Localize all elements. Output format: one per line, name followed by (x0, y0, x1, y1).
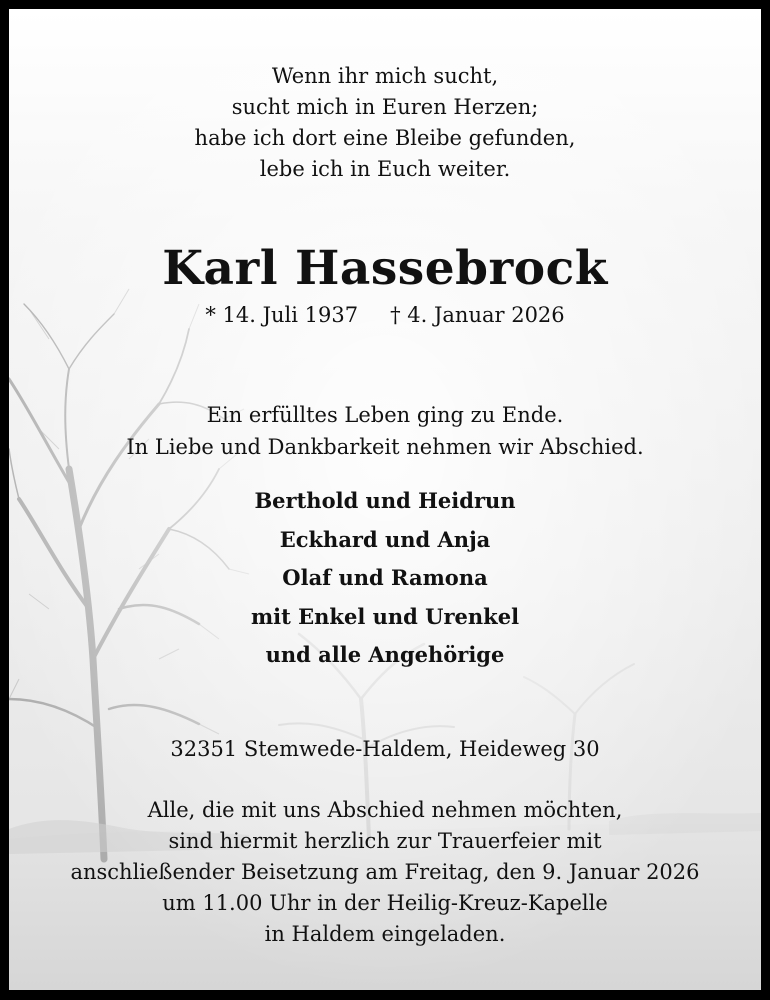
mourners-list (9, 482, 761, 675)
invitation-line: um 11.00 Uhr in der Heilig-Kreuz-Kapelle (162, 891, 608, 915)
obituary-notice (9, 9, 761, 990)
mourner-entry: mit Enkel und Urenkel (250, 603, 520, 629)
family-address: 32351 Stemwede-Haldem, Heideweg 30 (170, 737, 600, 761)
deceased-name: Karl Hassebrock (162, 241, 608, 296)
mourner-entry: und alle Angehörige (265, 642, 505, 667)
mourner-entry: Eckhard und Anja (279, 526, 491, 552)
memorial-poem (9, 61, 761, 185)
poem-line: sucht mich in Euren Herzen; (231, 95, 539, 119)
invitation-line: anschließender Beisetzung am Freitag, den 9. Januar 2026 (70, 860, 700, 884)
poem-line: Wenn ihr mich sucht, (271, 64, 499, 88)
poem-line: lebe ich in Euch weiter. (259, 157, 511, 181)
farewell-line: Ein erfülltes Leben ging zu Ende. (206, 403, 564, 427)
mourner-entry: Olaf und Ramona (282, 565, 488, 590)
invitation-line: Alle, die mit uns Abschied nehmen möchten, (147, 798, 623, 822)
death-date: † 4. Januar 2026 (390, 303, 565, 327)
invitation-line: sind hiermit herzlich zur Trauerfeier mit (168, 829, 602, 853)
funeral-invitation (9, 795, 761, 950)
invitation-line: in Haldem eingeladen. (264, 922, 506, 946)
birth-date: * 14. Juli 1937 (205, 303, 359, 327)
farewell-line: In Liebe und Dankbarkeit nehmen wir Abschied. (126, 435, 644, 459)
obituary-text-content (9, 9, 761, 990)
life-dates (9, 300, 761, 330)
mourner-entry: Berthold und Heidrun (254, 488, 516, 513)
farewell-statement (9, 399, 761, 463)
poem-line: habe ich dort eine Bleibe gefunden, (194, 126, 576, 150)
